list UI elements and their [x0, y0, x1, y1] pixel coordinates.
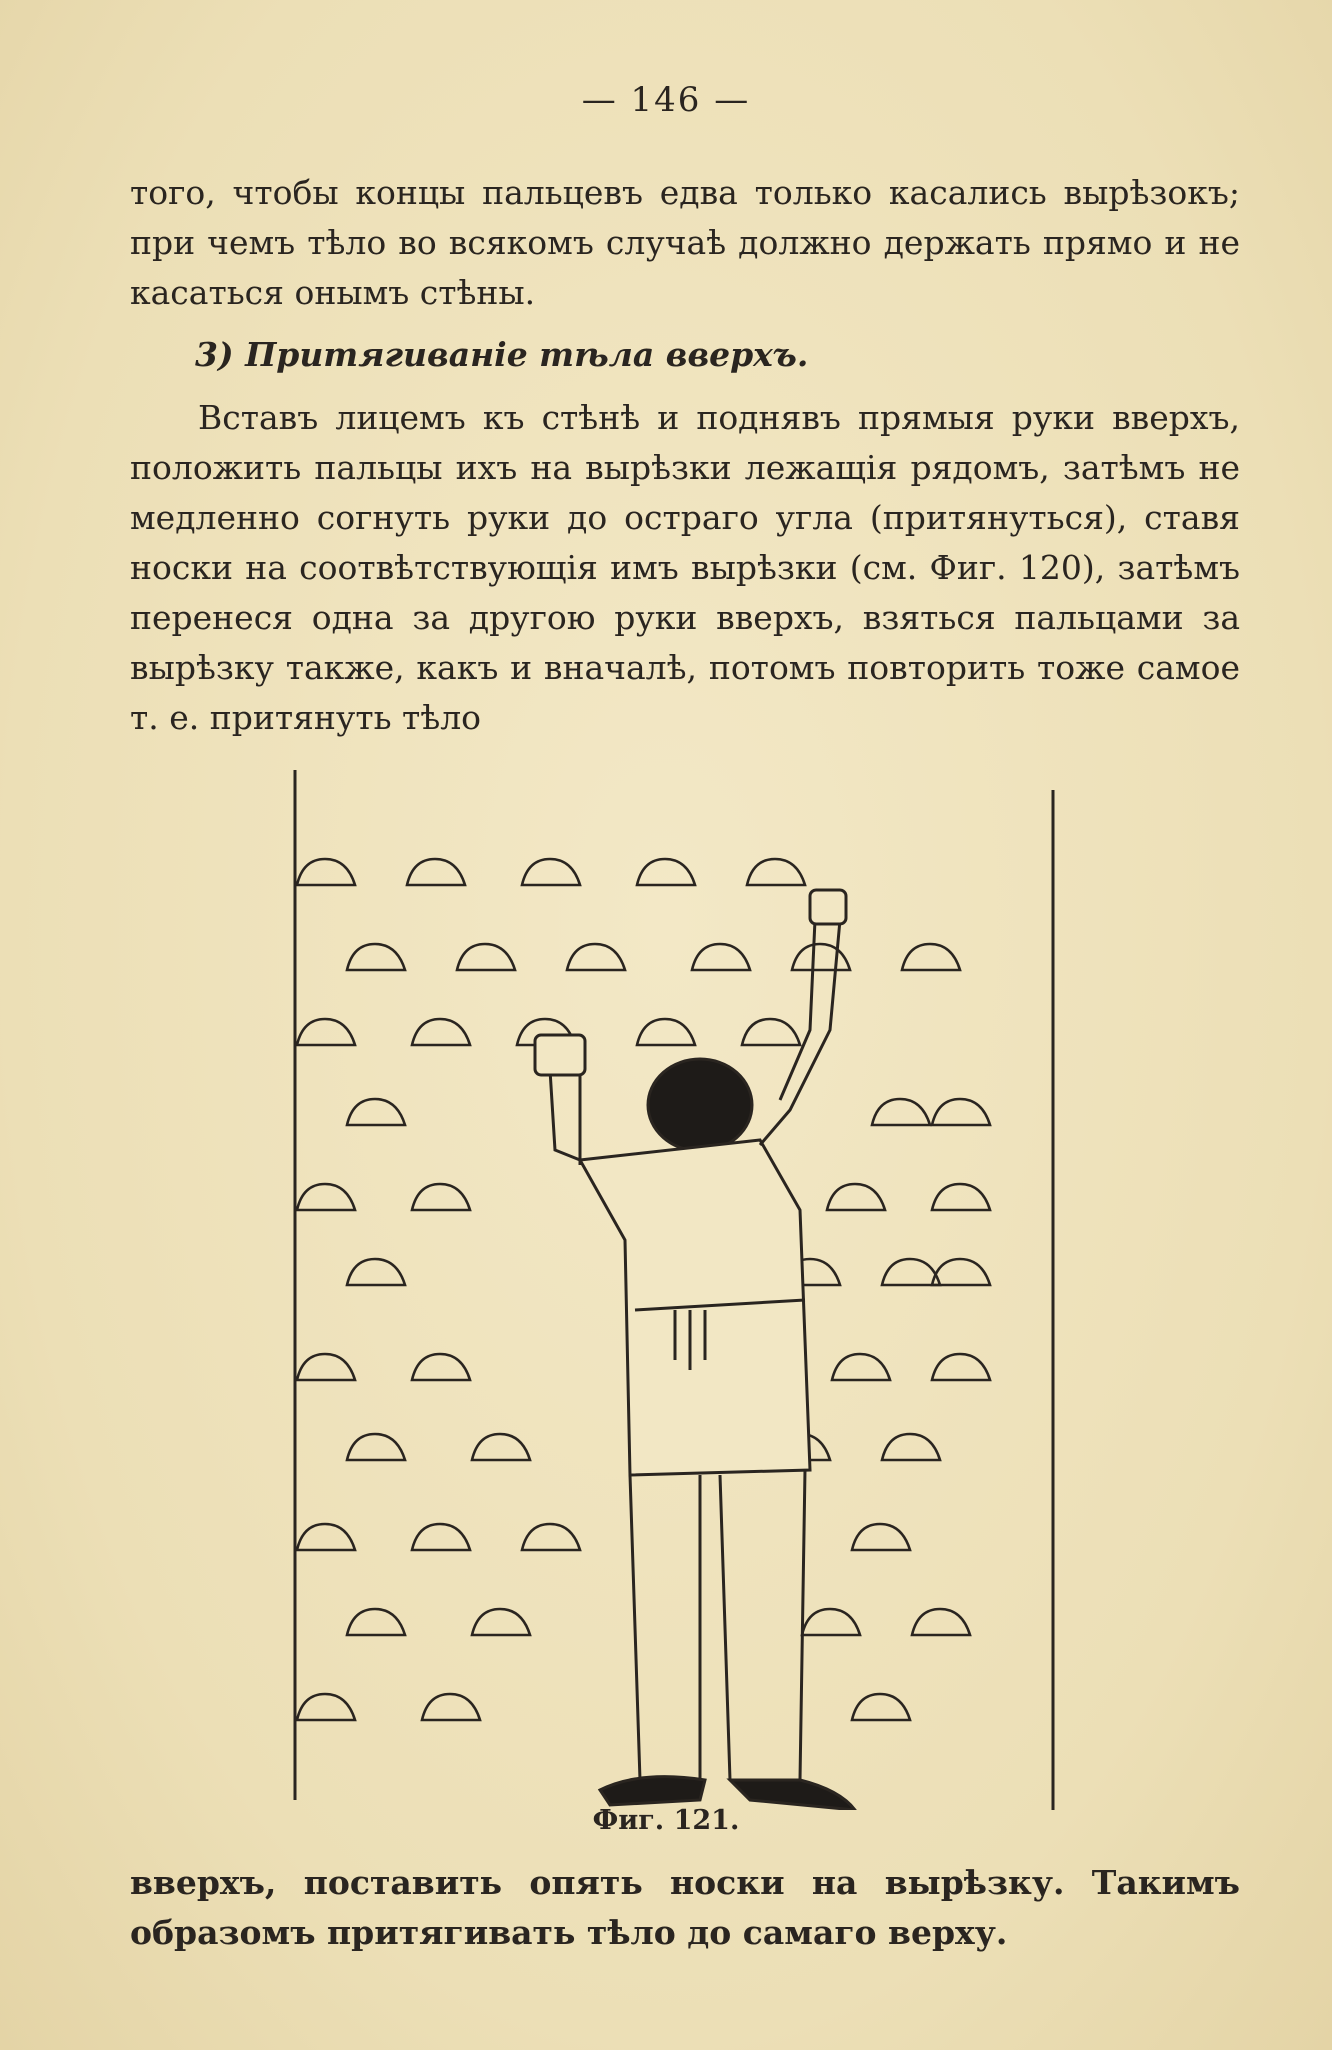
- wall-grip: [932, 1259, 990, 1285]
- figure-caption: Фиг. 121.: [592, 1805, 740, 1836]
- wall-grip: [297, 1524, 355, 1550]
- wall-grip: [407, 859, 465, 885]
- wall-grip: [457, 944, 515, 970]
- climber-figure: [535, 890, 855, 1810]
- wall-grip: [932, 1354, 990, 1380]
- wall-grip: [412, 1354, 470, 1380]
- wall-grip: [347, 1259, 405, 1285]
- wall-grip: [912, 1609, 970, 1635]
- wall-grip: [932, 1184, 990, 1210]
- wall-grip: [522, 859, 580, 885]
- wall-grip: [827, 1184, 885, 1210]
- wall-grip: [412, 1524, 470, 1550]
- wall-grip: [297, 859, 355, 885]
- wall-grip: [832, 1354, 890, 1380]
- wall-grip: [412, 1019, 470, 1045]
- wall-grip: [347, 944, 405, 970]
- wall-grip: [902, 944, 960, 970]
- wall-grip: [412, 1184, 470, 1210]
- wall-grip: [872, 1099, 930, 1125]
- wall-grip: [472, 1609, 530, 1635]
- wall-grip: [522, 1524, 580, 1550]
- wall-grip: [637, 859, 695, 885]
- paragraph-2: Вставъ лицемъ къ стѣнѣ и поднявъ прямыя руки вверхъ, положить пальцы ихъ на вырѣзки лежащія рядомъ, затѣмъ не медленно согнуть руки до остраго угла (притянуться), ставя носки на соотвѣтствующія имъ вырѣзки (см. Фиг. 120), затѣмъ перенеся одна за другою руки вверхъ, взяться пальцами за вырѣзку также, какъ и вначалѣ, потомъ повторить тоже самое т. е. притянуть тѣло: [130, 398, 1240, 737]
- section-heading: 3) Притягиваніе тѣла вверхъ.: [195, 335, 809, 374]
- wall-grip: [347, 1434, 405, 1460]
- wall-grip: [852, 1524, 910, 1550]
- wall-grip: [882, 1259, 940, 1285]
- head: [648, 1059, 752, 1151]
- wall-grip: [347, 1609, 405, 1635]
- wall-grip: [932, 1099, 990, 1125]
- wall-grip: [347, 1099, 405, 1125]
- wall-grip: [567, 944, 625, 970]
- wall-grip: [297, 1694, 355, 1720]
- wall-grip: [297, 1354, 355, 1380]
- wall-grip: [802, 1609, 860, 1635]
- wall-grip: [637, 1019, 695, 1045]
- paragraph-1: того, чтобы концы пальцевъ едва только касались вырѣзокъ; при чемъ тѣло во всякомъ случаѣ должно держать прямо и не касаться онымъ стѣны.: [130, 173, 1240, 312]
- figure-illustration: [280, 770, 1060, 1810]
- wall-grip: [747, 859, 805, 885]
- paragraph-3: вверхъ, поставить опять носки на вырѣзку. Такимъ образомъ притягивать тѣло до самаго верху.: [130, 1863, 1240, 1952]
- wall-grip: [692, 944, 750, 970]
- wall-grip: [882, 1434, 940, 1460]
- wall-grip: [742, 1019, 800, 1045]
- wall-grip: [852, 1694, 910, 1720]
- wall-grip: [792, 944, 850, 970]
- wall-grip: [422, 1694, 480, 1720]
- wall-grip: [297, 1184, 355, 1210]
- wall-grip: [297, 1019, 355, 1045]
- wall-grip: [472, 1434, 530, 1460]
- page-number: — 146 —: [581, 80, 751, 120]
